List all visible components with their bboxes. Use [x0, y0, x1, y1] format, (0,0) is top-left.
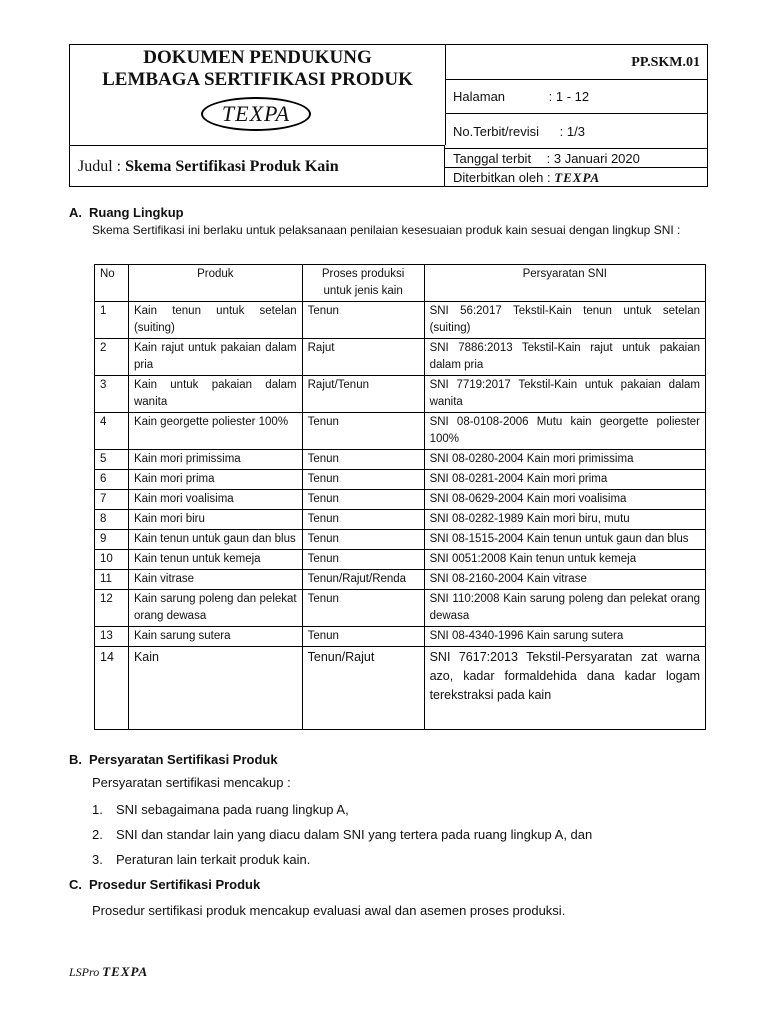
cell-produk: Kain rajut untuk pakaian dalam pria	[128, 339, 302, 376]
section-b-title: Persyaratan Sertifikasi Produk	[89, 752, 278, 767]
section-c-heading	[69, 877, 260, 892]
cell-proses: Tenun	[302, 550, 424, 570]
cell-no: 10	[95, 550, 129, 570]
table-row	[95, 413, 706, 450]
table-row	[95, 627, 706, 647]
cell-persyaratan: SNI 7719:2017 Tekstil-Kain untuk pakaian dalam wanita	[424, 376, 705, 413]
document-header	[69, 44, 708, 187]
cell-no: 12	[95, 590, 129, 627]
cell-proses: Tenun/Rajut/Renda	[302, 570, 424, 590]
table-row	[95, 339, 706, 376]
cell-produk: Kain mori biru	[128, 510, 302, 530]
list-item	[92, 827, 592, 842]
list-item-number: 3.	[92, 852, 103, 867]
cell-produk: Kain	[128, 647, 302, 730]
diterbitkan-label: Diterbitkan oleh :	[453, 170, 551, 185]
cell-proses: Tenun	[302, 470, 424, 490]
cell-persyaratan: SNI 7886:2013 Tekstil-Kain rajut untuk pakaian dalam pria	[424, 339, 705, 376]
cell-proses: Tenun	[302, 302, 424, 339]
col-header-persyaratan: Persyaratan SNI	[424, 265, 705, 302]
header-title-line2: LEMBAGA SERTIFIKASI PRODUK	[102, 69, 413, 90]
terbit-row	[445, 114, 708, 149]
cell-no: 4	[95, 413, 129, 450]
cell-proses: Tenun	[302, 590, 424, 627]
list-item-text: SNI sebagaimana pada ruang lingkup A,	[116, 802, 349, 817]
table-row	[95, 470, 706, 490]
diterbitkan-logo: TEXPA	[554, 170, 601, 185]
cell-produk: Kain untuk pakaian dalam wanita	[128, 376, 302, 413]
cell-persyaratan: SNI 08-0108-2006 Mutu kain georgette poliester 100%	[424, 413, 705, 450]
footer-prefix: LSPro	[69, 965, 100, 979]
cell-proses: Tenun	[302, 530, 424, 550]
terbit-label: No.Terbit/revisi	[453, 124, 539, 139]
cell-persyaratan: SNI 56:2017 Tekstil-Kain tenun untuk setelan (suiting)	[424, 302, 705, 339]
halaman-row	[445, 80, 708, 114]
cell-proses: Tenun	[302, 413, 424, 450]
header-title-line1: DOKUMEN PENDUKUNG	[143, 47, 372, 68]
cell-produk: Kain sarung poleng dan pelekat orang dewasa	[128, 590, 302, 627]
tanggal-label: Tanggal terbit	[453, 151, 532, 166]
section-a-heading	[69, 205, 184, 220]
cell-proses: Tenun/Rajut	[302, 647, 424, 730]
table-header-row	[95, 265, 706, 302]
judul-value: Skema Sertifikasi Produk Kain	[125, 158, 339, 175]
cell-no: 2	[95, 339, 129, 376]
table-row	[95, 450, 706, 470]
cell-persyaratan: SNI 08-2160-2004 Kain vitrase	[424, 570, 705, 590]
header-judul	[70, 145, 445, 187]
table-row	[95, 590, 706, 627]
cell-no: 3	[95, 376, 129, 413]
cell-persyaratan: SNI 08-0282-1989 Kain mori biru, mutu	[424, 510, 705, 530]
footer-logo: TEXPA	[102, 964, 149, 979]
cell-produk: Kain sarung sutera	[128, 627, 302, 647]
cell-persyaratan: SNI 08-1515-2004 Kain tenun untuk gaun dan blus	[424, 530, 705, 550]
section-c-text: Prosedur sertifikasi produk mencakup evaluasi awal dan asemen proses produksi.	[92, 903, 566, 918]
doc-code: PP.SKM.01	[445, 45, 708, 80]
cell-no: 8	[95, 510, 129, 530]
section-a-letter: A.	[69, 205, 82, 220]
cell-produk: Kain mori prima	[128, 470, 302, 490]
cell-persyaratan: SNI 08-0629-2004 Kain mori voalisima	[424, 490, 705, 510]
cell-proses: Tenun	[302, 510, 424, 530]
halaman-label: Halaman	[453, 89, 506, 104]
cell-persyaratan: SNI 0051:2008 Kain tenun untuk kemeja	[424, 550, 705, 570]
cell-no: 6	[95, 470, 129, 490]
list-item-number: 2.	[92, 827, 103, 842]
table-row	[95, 530, 706, 550]
section-b-intro: Persyaratan sertifikasi mencakup :	[92, 775, 291, 790]
list-item-text: SNI dan standar lain yang diacu dalam SNI yang tertera pada ruang lingkup A, dan	[116, 827, 593, 842]
terbit-value: : 1/3	[559, 124, 585, 139]
table-row	[95, 647, 706, 730]
cell-no: 5	[95, 450, 129, 470]
cell-proses: Tenun	[302, 627, 424, 647]
diterbitkan-row	[445, 168, 708, 187]
judul-label: Judul :	[78, 158, 122, 175]
table-row	[95, 570, 706, 590]
tanggal-row	[445, 149, 708, 168]
cell-produk: Kain tenun untuk setelan (suiting)	[128, 302, 302, 339]
cell-persyaratan: SNI 7617:2013 Tekstil-Persyaratan zat warna azo, kadar formaldehida dana kadar logam terekstraksi pada kain	[424, 647, 705, 730]
list-item-number: 1.	[92, 802, 103, 817]
cell-no: 13	[95, 627, 129, 647]
cell-persyaratan: SNI 08-4340-1996 Kain sarung sutera	[424, 627, 705, 647]
cell-no: 1	[95, 302, 129, 339]
section-b-heading	[69, 752, 278, 767]
table-row	[95, 550, 706, 570]
section-a-intro: Skema Sertifikasi ini berlaku untuk pelaksanaan penilaian kesesuaian produk kain sesuai dengan lingkup SNI :	[92, 223, 681, 237]
cell-produk: Kain mori voalisima	[128, 490, 302, 510]
cell-no: 7	[95, 490, 129, 510]
list-item-text: Peraturan lain terkait produk kain.	[116, 852, 311, 867]
table-row	[95, 490, 706, 510]
cell-produk: Kain vitrase	[128, 570, 302, 590]
list-item	[92, 852, 310, 867]
halaman-value: : 1 - 12	[548, 89, 590, 104]
texpa-logo: TEXPA	[201, 97, 311, 131]
col-header-proses: Proses produksi untuk jenis kain	[302, 265, 424, 302]
cell-no: 9	[95, 530, 129, 550]
table-row	[95, 376, 706, 413]
cell-produk: Kain mori primissima	[128, 450, 302, 470]
table-row	[95, 510, 706, 530]
header-title-block	[70, 45, 446, 145]
cell-proses: Rajut/Tenun	[302, 376, 424, 413]
cell-produk: Kain georgette poliester 100%	[128, 413, 302, 450]
cell-no: 11	[95, 570, 129, 590]
cell-persyaratan: SNI 08-0281-2004 Kain mori prima	[424, 470, 705, 490]
col-header-produk: Produk	[128, 265, 302, 302]
table-row	[95, 302, 706, 339]
cell-produk: Kain tenun untuk kemeja	[128, 550, 302, 570]
cell-produk: Kain tenun untuk gaun dan blus	[128, 530, 302, 550]
section-b-letter: B.	[69, 752, 82, 767]
cell-persyaratan: SNI 110:2008 Kain sarung poleng dan pelekat orang dewasa	[424, 590, 705, 627]
section-c-letter: C.	[69, 877, 82, 892]
list-item	[92, 802, 349, 817]
sni-table	[94, 264, 706, 730]
cell-proses: Tenun	[302, 490, 424, 510]
page-footer	[69, 964, 148, 980]
cell-proses: Rajut	[302, 339, 424, 376]
section-a-title: Ruang Lingkup	[89, 205, 184, 220]
cell-persyaratan: SNI 08-0280-2004 Kain mori primissima	[424, 450, 705, 470]
col-header-no: No	[95, 265, 129, 302]
cell-proses: Tenun	[302, 450, 424, 470]
cell-no: 14	[95, 647, 129, 730]
section-c-title: Prosedur Sertifikasi Produk	[89, 877, 261, 892]
tanggal-value: : 3 Januari 2020	[546, 151, 640, 166]
